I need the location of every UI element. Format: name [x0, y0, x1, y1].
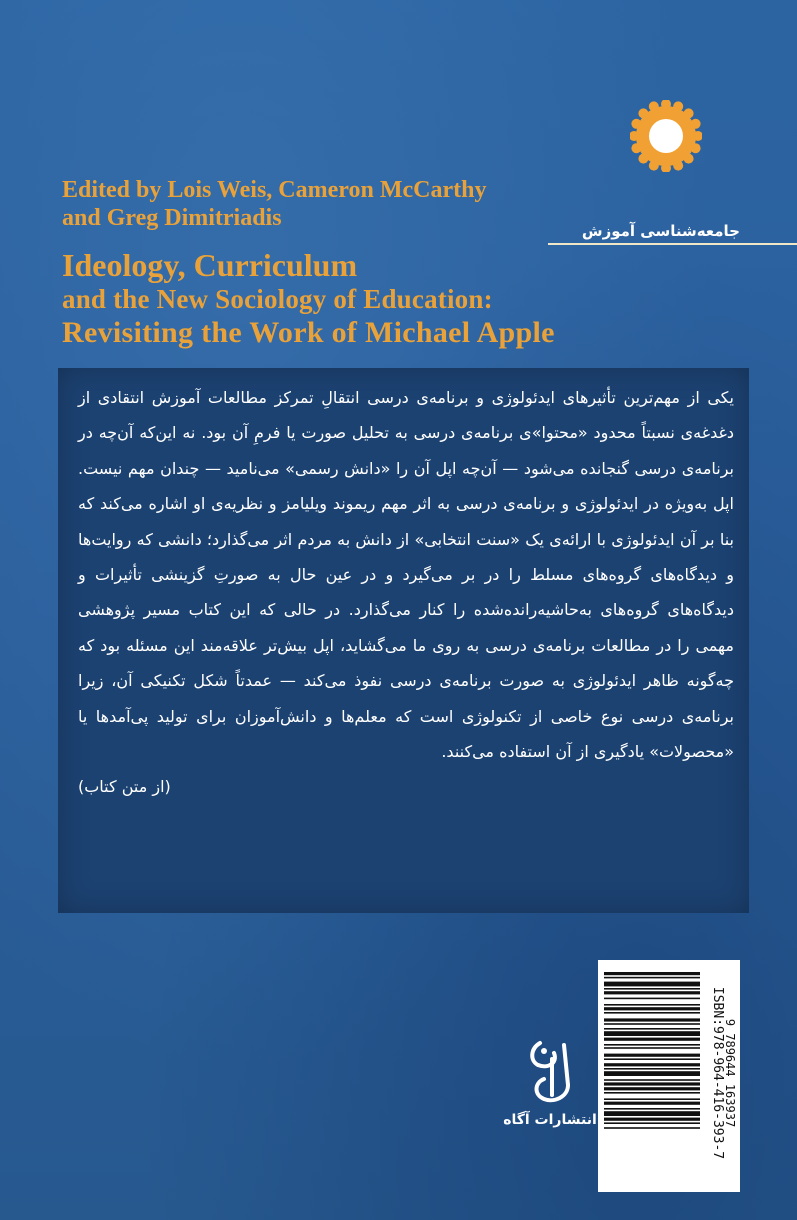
- barcode-bar: [604, 1044, 700, 1046]
- barcode-bar: [604, 1007, 700, 1010]
- barcode-bar: [604, 991, 700, 994]
- barcode-bar: [604, 998, 700, 1000]
- isbn-digits: 9 789644 163937: [723, 1018, 737, 1128]
- barcode-bar: [604, 1038, 700, 1041]
- barcode-bar: [604, 1047, 700, 1049]
- isbn-text: ISBN:978-964-416-393-7: [710, 986, 725, 1160]
- barcode-bar: [604, 1071, 700, 1076]
- barcode-bar: [604, 1092, 700, 1094]
- barcode-bar: [604, 1122, 700, 1124]
- title-line-3: Revisiting the Work of Michael Apple: [62, 316, 555, 349]
- blurb-text: یکی از مهم‌ترین تأثیرهای ایدئولوژی و برنامه‌ی درسی انتقالِ تمرکز مطالعات آموزش انتقادی از دغدغه‌ی نسبتاً محدود «محتوا»ی برنامه‌ی درسی به تحلیل صورت یا فرمِ آن بود. نه این‌که آن‌چه در برنامه‌ی درسی گنجانده می‌شود — آن‌چه اپل آن را «دانش رسمی» می‌نامید — چندان مهم نیست. اپل به‌ویژه در ایدئولوژی و برنامه‌ی درسی به اثر مهم ریموند ویلیامز و نظریه‌ی او اشاره می‌کند که بنا بر آن ایدئولوژی با ارائه‌ی یک «سنت انتخابی» از دانش به مردم اثر می‌گذارد؛ دانشی که روایت‌ها و دیدگاه‌های گروه‌های مسلط را در بر می‌گیرد و در عین حال به صورتِ گزینشی تأثیرات و دیدگاه‌های گروه‌های به‌حاشیه‌رانده‌شده را کنار می‌گذارد. در حالی که این کتاب مسیر پژوهشی مهمی را در مطالعات برنامه‌ی درسی به روی ما می‌گشاید، اپل بیش‌تر علاقه‌مند این مسئله بود که چه‌گونه ظاهر ایدئولوژی به صورت برنامه‌ی درسی نفوذ می‌کند — عمدتاً شکل تکنیکی آن، زیرا برنامه‌ی درسی نوع خاصی از تکنولوژی است که معلم‌ها و دانش‌آموزان برای تولید پی‌آمدها یا «محصولات» یادگیری از آن استفاده می‌کنند.: [78, 388, 734, 762]
- editors-credit: [62, 176, 582, 232]
- barcode-bar: [604, 972, 700, 975]
- barcode-bar: [604, 1118, 700, 1121]
- isbn-barcode: [598, 960, 740, 1192]
- publisher-logo-icon: [524, 1035, 580, 1109]
- barcode-bar: [604, 1023, 700, 1025]
- barcode-bar: [604, 1108, 700, 1110]
- sun-emblem-icon: [630, 100, 702, 172]
- barcode-bars: [604, 968, 700, 1178]
- barcode-bar: [604, 1058, 700, 1060]
- title-line-2: and the New Sociology of Education:: [62, 284, 493, 314]
- barcode-bar: [604, 1087, 700, 1090]
- barcode-bar: [604, 1098, 700, 1100]
- publisher-name: انتشارات آگاه: [503, 1112, 597, 1128]
- editors-line-1: Edited by Lois Weis, Cameron McCarthy: [62, 177, 487, 203]
- barcode-bar: [604, 1127, 700, 1129]
- barcode-bar: [604, 982, 700, 987]
- barcode-bar: [604, 1004, 700, 1006]
- barcode-bar: [604, 1111, 700, 1116]
- barcode-bar: [604, 1102, 700, 1105]
- barcode-bar: [604, 1068, 700, 1070]
- title-line-1: Ideology, Curriculum: [62, 247, 358, 283]
- barcode-bar: [604, 1018, 700, 1021]
- blurb-text-block: [78, 380, 734, 805]
- series-divider: [548, 243, 797, 245]
- barcode-bar: [604, 977, 700, 979]
- barcode-bar: [604, 1082, 700, 1085]
- barcode-bar: [604, 1063, 700, 1066]
- book-title: [62, 248, 622, 350]
- barcode-bar: [604, 1054, 700, 1057]
- barcode-bar: [604, 1028, 700, 1030]
- barcode-bar: [604, 988, 700, 990]
- editors-line-2: and Greg Dimitriadis: [62, 205, 282, 231]
- barcode-bar: [604, 1031, 700, 1036]
- barcode-bar: [604, 1012, 700, 1014]
- series-label: جامعه‌شناسی آموزش: [581, 222, 740, 240]
- blurb-credit: (از متن کتاب): [78, 777, 171, 797]
- barcode-bar: [604, 1079, 700, 1081]
